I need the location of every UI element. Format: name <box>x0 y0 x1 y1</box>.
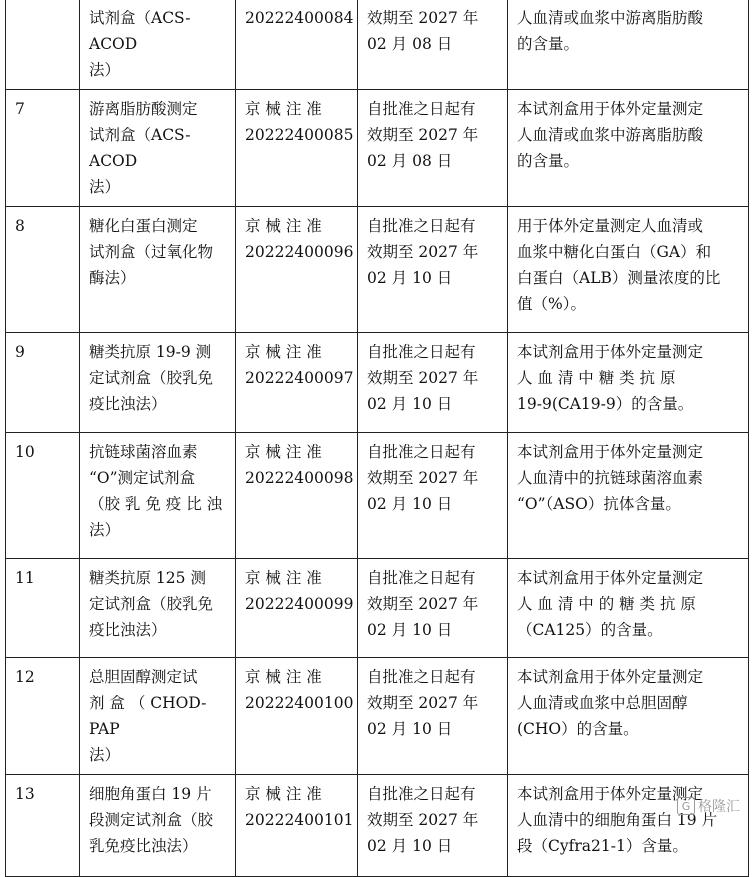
cell-reg-text: 京 械 注 准 20222400085 <box>245 100 354 144</box>
cell-valid-text: 自批准之日起有 效期至 2027 年 02 月 10 日 <box>367 443 479 513</box>
cell-reg <box>236 207 358 333</box>
cell-use-text: 本试剂盒用于体外定量测定 人 血 清 中 糖 类 抗 原 19-9(CA19-9）的含量。 <box>517 343 704 413</box>
cell-use <box>508 90 749 207</box>
cell-no <box>6 775 80 877</box>
cell-name <box>80 559 236 658</box>
cell-name <box>80 775 236 877</box>
cell-valid-text: 自批准之日起有 效期至 2027 年 02 月 10 日 <box>367 569 479 639</box>
cell-name-text: 细胞角蛋白 19 片 段测定试剂盒（胶 乳免疫比浊法） <box>89 785 214 855</box>
cell-no <box>6 0 80 90</box>
cell-use <box>508 775 749 877</box>
table-row <box>6 433 749 559</box>
cell-reg <box>236 0 358 90</box>
cell-no-text: 10 <box>15 443 35 461</box>
cell-no <box>6 658 80 775</box>
cell-no-text: 13 <box>15 785 35 803</box>
cell-valid <box>358 433 508 559</box>
g-logo-icon: G <box>677 797 695 815</box>
cell-name-text: 总胆固醇测定试 剂 盒 （ CHOD-PAP 法） <box>89 668 207 764</box>
cell-no <box>6 90 80 207</box>
cell-use <box>508 333 749 433</box>
table-row <box>6 90 749 207</box>
cell-no <box>6 433 80 559</box>
watermark <box>677 796 740 816</box>
cell-use-text: 本试剂盒用于体外定量测定 人血清中的抗链球菌溶血素 “O”（ASO）抗体含量。 <box>517 443 704 513</box>
cell-name <box>80 333 236 433</box>
cell-use-text: 本试剂盒用于体外定量测定 人血清或血浆中总胆固醇 (CHO）的含量。 <box>517 668 704 738</box>
cell-name <box>80 658 236 775</box>
cell-use-text: 本试剂盒用于体外定量测定 人血清中的细胞角蛋白 19 片 段（Cyfra21-1）含量。 <box>517 785 718 855</box>
cell-name-text: 游离脂肪酸测定 试剂盒（ACS-ACOD 法） <box>89 100 198 196</box>
cell-name-text: 抗链球菌溶血素 “O”测定试剂盒 （胶 乳 免 疫 比 浊 法） <box>89 443 223 539</box>
cell-name <box>80 207 236 333</box>
cell-valid-text: 自批准之日起有 效期至 2027 年 02 月 10 日 <box>367 217 479 287</box>
cell-name <box>80 433 236 559</box>
cell-use <box>508 658 749 775</box>
cell-reg <box>236 333 358 433</box>
cell-use-text: 用于体外定量测定人血清或 血浆中糖化白蛋白（GA）和 白蛋白（ALB）测量浓度的比 值（%）。 <box>517 217 721 313</box>
cell-use <box>508 0 749 90</box>
table-row <box>6 0 749 90</box>
cell-use-text: 人血清或血浆中游离脂肪酸 的含量。 <box>517 9 704 53</box>
table-row <box>6 333 749 433</box>
cell-valid <box>358 559 508 658</box>
table-row <box>6 658 749 775</box>
cell-valid-text: 自批准之日起有 效期至 2027 年 02 月 10 日 <box>367 785 479 855</box>
cell-no-text: 9 <box>15 343 25 361</box>
cell-no <box>6 559 80 658</box>
cell-name-text: 试剂盒（ACS-ACOD 法） <box>89 9 191 79</box>
cell-no-text: 12 <box>15 668 35 686</box>
cell-reg-text: 京 械 注 准 20222400099 <box>245 569 354 613</box>
watermark-text: 格隆汇 <box>698 799 740 815</box>
table-row <box>6 207 749 333</box>
cell-valid-text: 自批准之日起有 效期至 2027 年 02 月 08 日 <box>367 100 479 170</box>
cell-reg <box>236 658 358 775</box>
cell-no-text: 8 <box>15 217 25 235</box>
cell-reg <box>236 433 358 559</box>
cell-valid <box>358 333 508 433</box>
cell-valid <box>358 207 508 333</box>
cell-use-text: 本试剂盒用于体外定量测定 人 血 清 中 的 糖 类 抗 原 （CA125）的含量。 <box>517 569 704 639</box>
registration-table <box>5 0 749 877</box>
cell-valid-text: 自批准之日起有 效期至 2027 年 02 月 10 日 <box>367 343 479 413</box>
cell-name-text: 糖类抗原 125 测 定试剂盒（胶乳免 疫比浊法） <box>89 569 214 639</box>
cell-no <box>6 207 80 333</box>
cell-valid-text: 自批准之日起有 效期至 2027 年 02 月 10 日 <box>367 668 479 738</box>
cell-no-text: 11 <box>15 569 35 587</box>
cell-use-text: 本试剂盒用于体外定量测定 人血清或血浆中游离脂肪酸 的含量。 <box>517 100 704 170</box>
cell-name-text: 糖类抗原 19-9 测 定试剂盒（胶乳免 疫比浊法） <box>89 343 214 413</box>
cell-reg <box>236 559 358 658</box>
cell-reg-text: 京 械 注 准 20222400101 <box>245 785 354 829</box>
cell-reg <box>236 90 358 207</box>
cell-reg-text: 京 械 注 准 20222400098 <box>245 443 354 487</box>
cell-use <box>508 559 749 658</box>
table-row <box>6 559 749 658</box>
cell-reg <box>236 775 358 877</box>
cell-valid <box>358 775 508 877</box>
cell-reg-text: 京 械 注 准 20222400097 <box>245 343 354 387</box>
cell-name <box>80 0 236 90</box>
cell-name <box>80 90 236 207</box>
cell-use <box>508 433 749 559</box>
cell-use <box>508 207 749 333</box>
cell-valid <box>358 658 508 775</box>
cell-valid <box>358 0 508 90</box>
cell-name-text: 糖化白蛋白测定 试剂盒（过氧化物 酶法） <box>89 217 214 287</box>
cell-no <box>6 333 80 433</box>
cell-valid-text: 效期至 2027 年 02 月 08 日 <box>367 9 479 53</box>
table-row <box>6 775 749 877</box>
cell-reg-text: 京 械 注 准 20222400100 <box>245 668 354 712</box>
cell-reg-text: 20222400084 <box>245 9 354 27</box>
cell-no-text: 7 <box>15 100 25 118</box>
cell-reg-text: 京 械 注 准 20222400096 <box>245 217 354 261</box>
cell-valid <box>358 90 508 207</box>
